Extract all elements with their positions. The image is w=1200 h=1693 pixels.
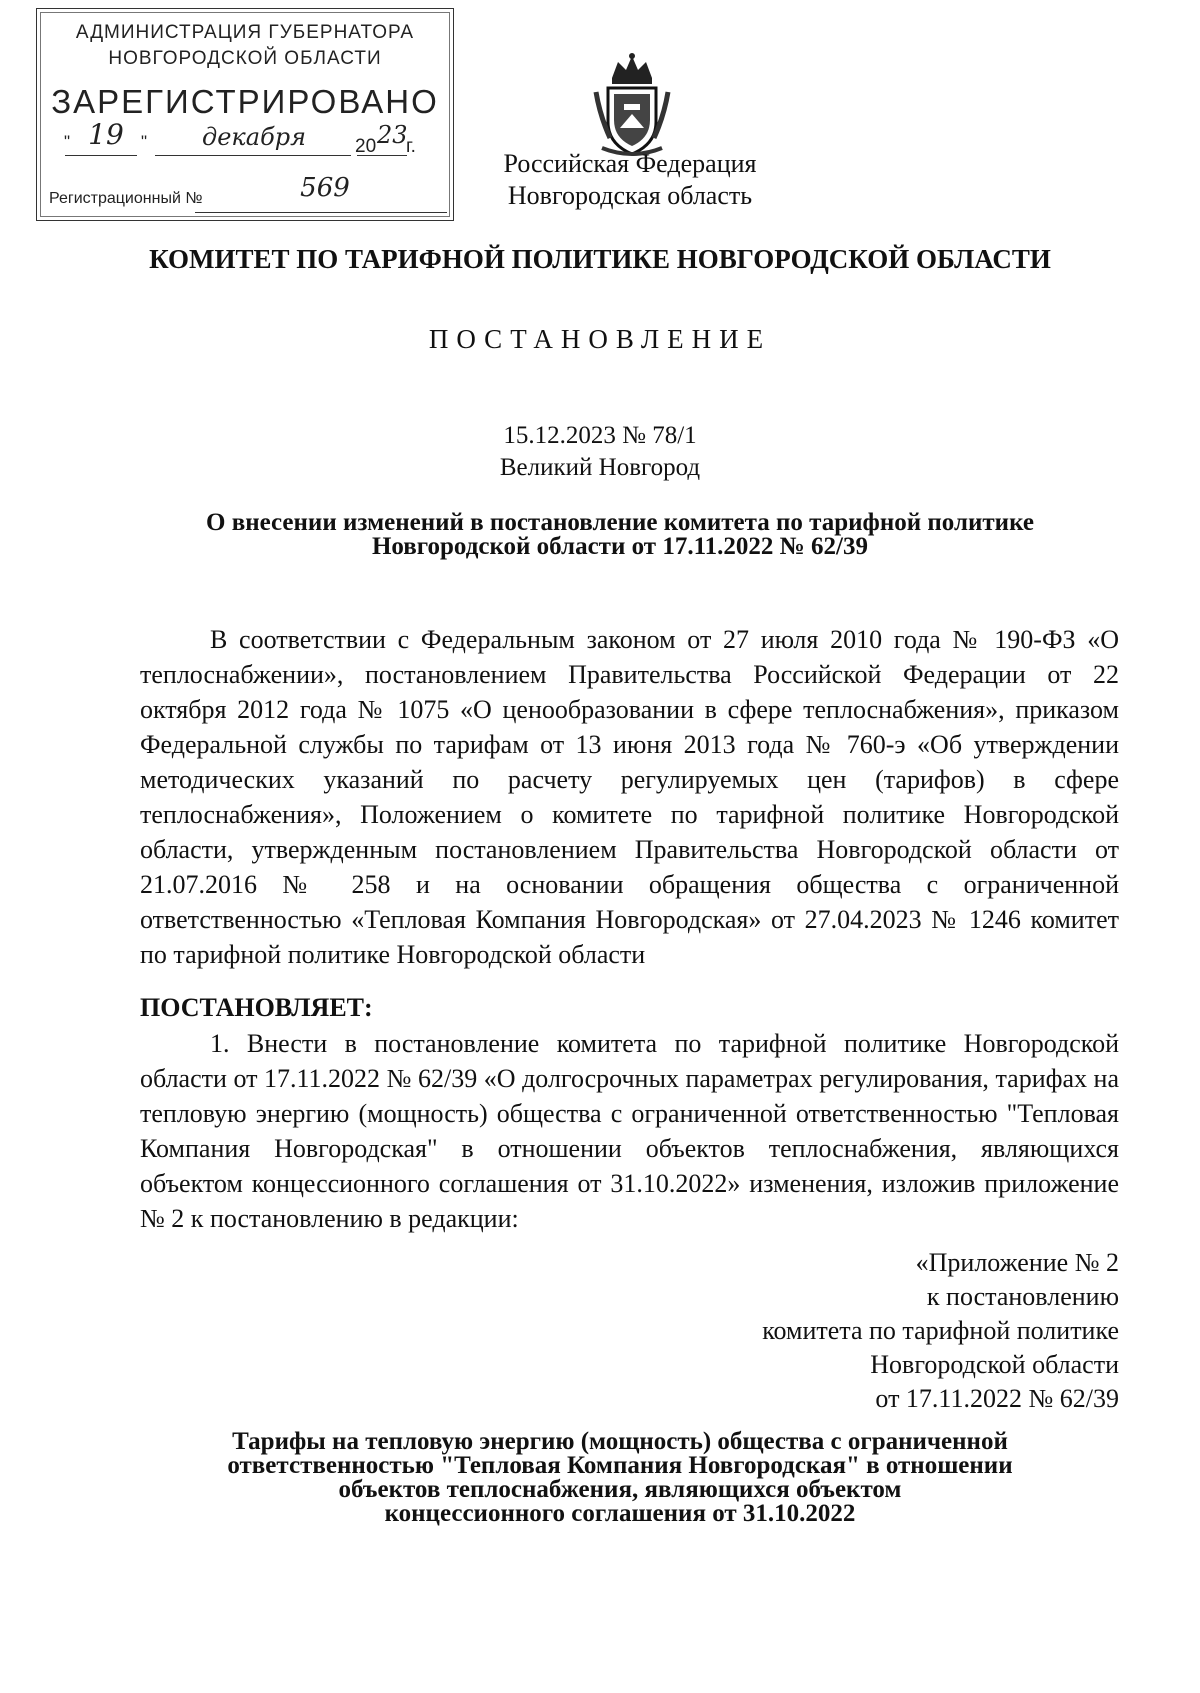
document-number: 15.12.2023 № 78/1 (503, 422, 697, 449)
country-name: Российская Федерация (503, 149, 757, 178)
appendix-line: Новгородской области (870, 1350, 1119, 1379)
stamp-year-suffix: г. (406, 136, 416, 157)
tariff-title-line: ответственностью "Тепловая Компания Новгородская" в отношении (227, 1452, 1013, 1479)
stamp-registered: ЗАРЕГИСТРИРОВАНО (51, 83, 439, 120)
stamp-month: декабря (202, 123, 306, 151)
document-city: Великий Новгород (499, 454, 701, 481)
subject-line: Новгородской области от 17.11.2022 № 62/39 (371, 533, 869, 560)
appendix-reference (762, 1246, 1119, 1416)
issuer-block (470, 148, 790, 212)
resolves-heading: ПОСТАНОВЛЯЕТ: (140, 993, 373, 1022)
stamp-month-underline (155, 155, 351, 156)
appendix-line: от 17.11.2022 № 62/39 (875, 1384, 1119, 1413)
stamp-number-underline (195, 212, 447, 213)
tariff-table-title (150, 1430, 1090, 1526)
stamp-number-label: Регистрационный № (49, 190, 203, 207)
item-1-paragraph: 1. Внести в постановление комитета по тарифной политике Новгородской области от 17.11.2022 № 62/39 «О долгосрочных параметрах регулирования, тарифах на тепловую энергию (мощность) общества с ограниченной ответственностью "Тепловая Компания Новгородская" в отношении объектов теплоснабжения, являющихся объектом концессионного соглашения от 31.10.2022» изменения, изложив приложение № 2 к постановлению в редакции: (140, 1029, 1119, 1233)
tariff-title-line: Тарифы на тепловую энергию (мощность) общества с ограниченной (232, 1428, 1008, 1455)
appendix-line: к постановлению (926, 1282, 1119, 1311)
committee-name: КОМИТЕТ ПО ТАРИФНОЙ ПОЛИТИКЕ НОВГОРОДСКОЙ ОБЛАСТИ (149, 244, 1051, 274)
stamp-year-underline (357, 155, 407, 156)
stamp-day: 19 (88, 118, 124, 151)
document-subject (150, 511, 1090, 559)
stamp-quote-close: " (141, 132, 148, 151)
oblast-name: Новгородская область (507, 181, 753, 210)
stamp-day-underline (65, 155, 137, 156)
stamp-quote-open: " (64, 132, 71, 151)
appendix-line: «Приложение № 2 (915, 1248, 1119, 1277)
stamp-year-handwritten: 23 (377, 121, 408, 149)
stamp-administration: АДМИНИСТРАЦИЯ ГУБЕРНАТОРА (75, 22, 415, 43)
preamble-paragraph: В соответствии с Федеральным законом от 27 июля 2010 года № 190-ФЗ «О теплоснабжении», постановлением Правительства Российской Федерации от 22 октября 2012 года № 1075 «О ценообразовании в сфере теплоснабжения», приказом Федеральной службы по тарифам от 13 июня 2013 года № 760-э «Об утверждении методических указаний по расчету регулируемых цен (тарифов) в сфере теплоснабжения», Положением о комитете по тарифной политике Новгородской области, утвержденным постановлением Правительства Новгородской области от 21.07.2016 № 258 и на основании обращения общества с ограниченной ответственностью «Тепловая Компания Новгородская» от 27.04.2023 № 1246 комитет по тарифной политике Новгородской области (140, 625, 1119, 969)
document-type: ПОСТАНОВЛЕНИЕ (428, 324, 772, 354)
registration-stamp (36, 8, 454, 221)
stamp-region: НОВГОРОДСКОЙ ОБЛАСТИ (108, 48, 382, 69)
stamp-year-prefix: 20 (355, 136, 377, 157)
novgorod-coat-of-arms-icon (590, 52, 674, 160)
appendix-line: комитета по тарифной политике (762, 1316, 1119, 1345)
tariff-title-line: объектов теплоснабжения, являющихся объектом (338, 1476, 902, 1503)
tariff-title-line: концессионного соглашения от 31.10.2022 (384, 1500, 856, 1527)
subject-line: О внесении изменений в постановление комитета по тарифной политике (206, 509, 1034, 536)
stamp-number-value: 569 (300, 173, 350, 203)
